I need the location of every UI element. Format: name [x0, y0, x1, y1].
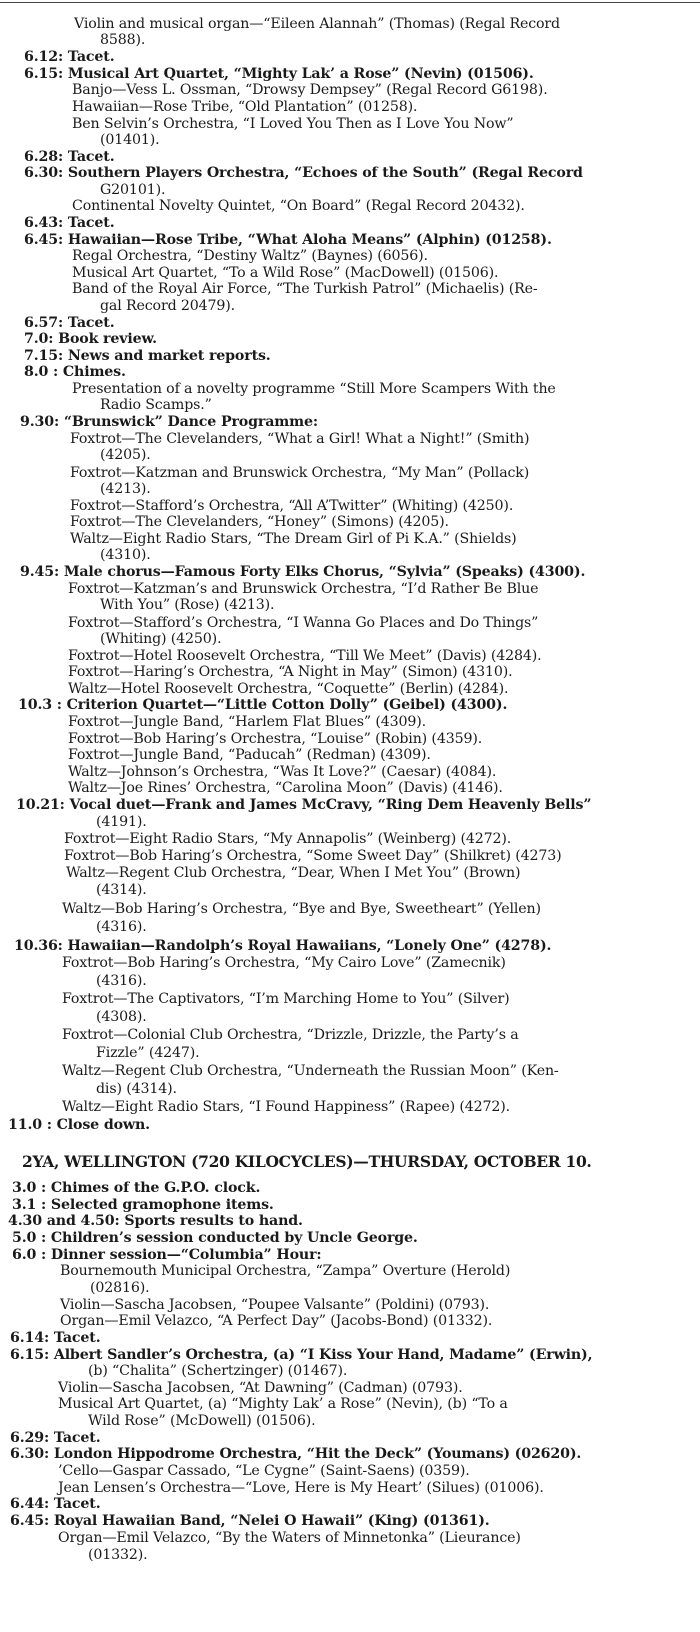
listing-line: (b) “Chalita” (Schertzinger) (01467).	[88, 1363, 348, 1379]
time-entry: 6.15: Albert Sandler’s Orchestra, (a) “I Kiss Your Hand, Madame” (Erwin),	[10, 1347, 593, 1363]
time-entry: 9.30: “Brunswick” Dance Programme:	[20, 414, 318, 430]
listing-line: Waltz—Bob Haring’s Orchestra, “Bye and Bye, Sweetheart” (Yellen)	[62, 901, 541, 917]
listing-line: Jean Lensen’s Orchestra—“Love, Here is My Heart’ (Silues) (01006).	[58, 1480, 544, 1496]
listing-line: Band of the Royal Air Force, “The Turkish Patrol” (Michaelis) (Re-	[72, 281, 538, 297]
listing-line: Foxtrot—The Clevelanders, “What a Girl! What a Night!” (Smith)	[70, 431, 530, 447]
listing-line: Wild Rose” (McDowell) (01506).	[88, 1413, 316, 1429]
listing-line: Fizzle” (4247).	[96, 1045, 200, 1061]
time-entry: 11.0 : Close down.	[8, 1117, 150, 1133]
time-entry: 9.45: Male chorus—Famous Forty Elks Chorus, “Sylvia” (Speaks) (4300).	[20, 564, 586, 580]
listing-line: Waltz—Joe Rines’ Orchestra, “Carolina Moon” (Davis) (4146).	[68, 780, 503, 796]
listing-line: Ben Selvin’s Orchestra, “I Loved You Then as I Love You Now”	[72, 116, 514, 132]
time-entry: 6.43: Tacet.	[24, 215, 115, 231]
listing-line: Foxtrot—Katzman and Brunswick Orchestra, “My Man” (Pollack)	[70, 465, 530, 481]
listing-line: Waltz—Hotel Roosevelt Orchestra, “Coquette” (Berlin) (4284).	[68, 681, 509, 697]
time-entry: 4.30 and 4.50: Sports results to hand.	[8, 1213, 303, 1229]
listing-line: (4213).	[100, 481, 151, 497]
time-entry: 6.45: Hawaiian—Rose Tribe, “What Aloha Means” (Alphin) (01258).	[24, 232, 552, 248]
listing-line: 8588).	[100, 32, 146, 48]
listing-line: Foxtrot—The Clevelanders, “Honey” (Simons) (4205).	[70, 514, 449, 530]
listing-line: Banjo—Vess L. Ossman, “Drowsy Dempsey” (Regal Record G6198).	[72, 82, 548, 98]
listing-line: Radio Scamps.”	[100, 397, 212, 413]
listing-line: Foxtrot—Katzman’s and Brunswick Orchestra, “I’d Rather Be Blue	[68, 581, 539, 597]
time-entry: 6.44: Tacet.	[10, 1496, 101, 1512]
listing-line: (4316).	[96, 973, 147, 989]
time-entry: 3.1 : Selected gramophone items.	[12, 1197, 274, 1213]
listing-line: Foxtrot—Hotel Roosevelt Orchestra, “Till We Meet” (Davis) (4284).	[68, 648, 542, 664]
time-entry: 6.28: Tacet.	[24, 149, 115, 165]
listing-line: Foxtrot—Eight Radio Stars, “My Annapolis” (Weinberg) (4272).	[64, 831, 512, 847]
listing-line: G20101).	[100, 182, 166, 198]
time-entry: 6.29: Tacet.	[10, 1430, 101, 1446]
listing-line: Presentation of a novelty programme “Still More Scampers With the	[72, 381, 556, 397]
listing-line: Waltz—Eight Radio Stars, “The Dream Girl of Pi K.A.” (Shields)	[70, 531, 517, 547]
station-heading: 2YA, WELLINGTON (720 KILOCYCLES)—THURSDAY, OCTOBER 10.	[22, 1152, 592, 1171]
listing-line: (4316).	[96, 919, 147, 935]
listing-line: Foxtrot—Colonial Club Orchestra, “Drizzle, Drizzle, the Party’s a	[62, 1027, 519, 1043]
listing-line: Foxtrot—Stafford’s Orchestra, “I Wanna Go Places and Do Things”	[68, 615, 539, 631]
listing-line: Continental Novelty Quintet, “On Board” (Regal Record 20432).	[72, 198, 525, 214]
listing-line: Foxtrot—Jungle Band, “Harlem Flat Blues” (4309).	[68, 714, 426, 730]
time-entry: 6.57: Tacet.	[24, 315, 115, 331]
listing-line: Foxtrot—Bob Haring’s Orchestra, “My Cairo Love” (Zamecnik)	[62, 955, 506, 971]
time-entry: 6.0 : Dinner session—“Columbia” Hour:	[12, 1247, 322, 1263]
listing-line: ’Cello—Gaspar Cassado, “Le Cygne” (Saint-Saens) (0359).	[58, 1463, 470, 1479]
listing-line: (4310).	[100, 547, 151, 563]
listing-line: Hawaiian—Rose Tribe, “Old Plantation” (01258).	[72, 99, 418, 115]
listing-line: Foxtrot—Stafford’s Orchestra, “All A’Twitter” (Whiting) (4250).	[70, 498, 514, 514]
listing-line: Waltz—Regent Club Orchestra, “Underneath the Russian Moon” (Ken-	[62, 1063, 559, 1079]
listing-line: Musical Art Quartet, (a) “Mighty Lak’ a Rose” (Nevin), (b) “To a	[58, 1396, 508, 1412]
time-entry: 10.36: Hawaiian—Randolph’s Royal Hawaiians, “Lonely One” (4278).	[14, 938, 552, 954]
listing-line: Bournemouth Municipal Orchestra, “Zampa” Overture (Herold)	[60, 1263, 511, 1279]
time-entry: 7.15: News and market reports.	[24, 348, 271, 364]
listing-line: With You” (Rose) (4213).	[100, 597, 275, 613]
listing-line: gal Record 20479).	[100, 298, 236, 314]
listing-line: (01401).	[100, 132, 160, 148]
time-entry: 6.30: Southern Players Orchestra, “Echoes of the South” (Regal Record	[24, 165, 583, 181]
time-entry: 6.15: Musical Art Quartet, “Mighty Lak’ a Rose” (Nevin) (01506).	[24, 66, 534, 82]
time-entry: 3.0 : Chimes of the G.P.O. clock.	[12, 1180, 261, 1196]
listing-line: Violin—Sascha Jacobsen, “At Dawning” (Cadman) (0793).	[58, 1380, 463, 1396]
time-entry: 6.12: Tacet.	[24, 49, 115, 65]
time-entry: 6.14: Tacet.	[10, 1330, 101, 1346]
listing-line: Waltz—Eight Radio Stars, “I Found Happiness” (Rapee) (4272).	[62, 1099, 510, 1115]
time-entry: 6.30: London Hippodrome Orchestra, “Hit the Deck” (Youmans) (02620).	[10, 1446, 582, 1462]
listing-line: (Whiting) (4250).	[100, 631, 222, 647]
time-entry: 5.0 : Children’s session conducted by Uncle George.	[12, 1230, 418, 1246]
listing-line: dis) (4314).	[96, 1081, 177, 1097]
listing-line: Foxtrot—Bob Haring’s Orchestra, “Louise” (Robin) (4359).	[68, 731, 483, 747]
listing-line: Waltz—Johnson’s Orchestra, “Was It Love?” (Caesar) (4084).	[68, 764, 497, 780]
time-entry: 10.3 : Criterion Quartet—“Little Cotton Dolly” (Geibel) (4300).	[18, 697, 508, 713]
time-entry: 7.0: Book review.	[24, 331, 157, 347]
listing-line: (4205).	[100, 447, 151, 463]
listing-line: (4191).	[96, 814, 147, 830]
listing-line: Violin and musical organ—“Eileen Alannah” (Thomas) (Regal Record	[74, 16, 560, 32]
listing-line: Foxtrot—Jungle Band, “Paducah” (Redman) (4309).	[68, 747, 431, 763]
listing-line: Organ—Emil Velazco, “By the Waters of Minnetonka” (Lieurance)	[58, 1530, 521, 1546]
listing-line: Foxtrot—Bob Haring’s Orchestra, “Some Sweet Day” (Shilkret) (4273)	[64, 848, 562, 864]
time-entry: 6.45: Royal Hawaiian Band, “Nelei O Hawaii” (King) (01361).	[10, 1513, 490, 1529]
listing-line: Regal Orchestra, “Destiny Waltz” (Baynes) (6056).	[72, 248, 428, 264]
listing-line: Musical Art Quartet, “To a Wild Rose” (MacDowell) (01506).	[72, 265, 499, 281]
time-entry: 10.21: Vocal duet—Frank and James McCravy, “Ring Dem Heavenly Bells”	[16, 797, 592, 813]
listing-line: (01332).	[88, 1547, 148, 1563]
listing-line: (4308).	[96, 1009, 147, 1025]
listing-line: Foxtrot—The Captivators, “I’m Marching Home to You” (Silver)	[62, 991, 510, 1007]
listing-line: Violin—Sascha Jacobsen, “Poupee Valsante” (Poldini) (0793).	[60, 1297, 490, 1313]
listing-line: (02816).	[90, 1280, 150, 1296]
listing-line: (4314).	[96, 882, 147, 898]
listing-line: Organ—Emil Velazco, “A Perfect Day” (Jacobs-Bond) (01332).	[60, 1313, 493, 1329]
time-entry: 8.0 : Chimes.	[24, 364, 126, 380]
top-rule	[0, 2, 700, 3]
listing-line: Waltz—Regent Club Orchestra, “Dear, When I Met You” (Brown)	[66, 865, 521, 881]
listing-line: Foxtrot—Haring’s Orchestra, “A Night in May” (Simon) (4310).	[68, 664, 513, 680]
